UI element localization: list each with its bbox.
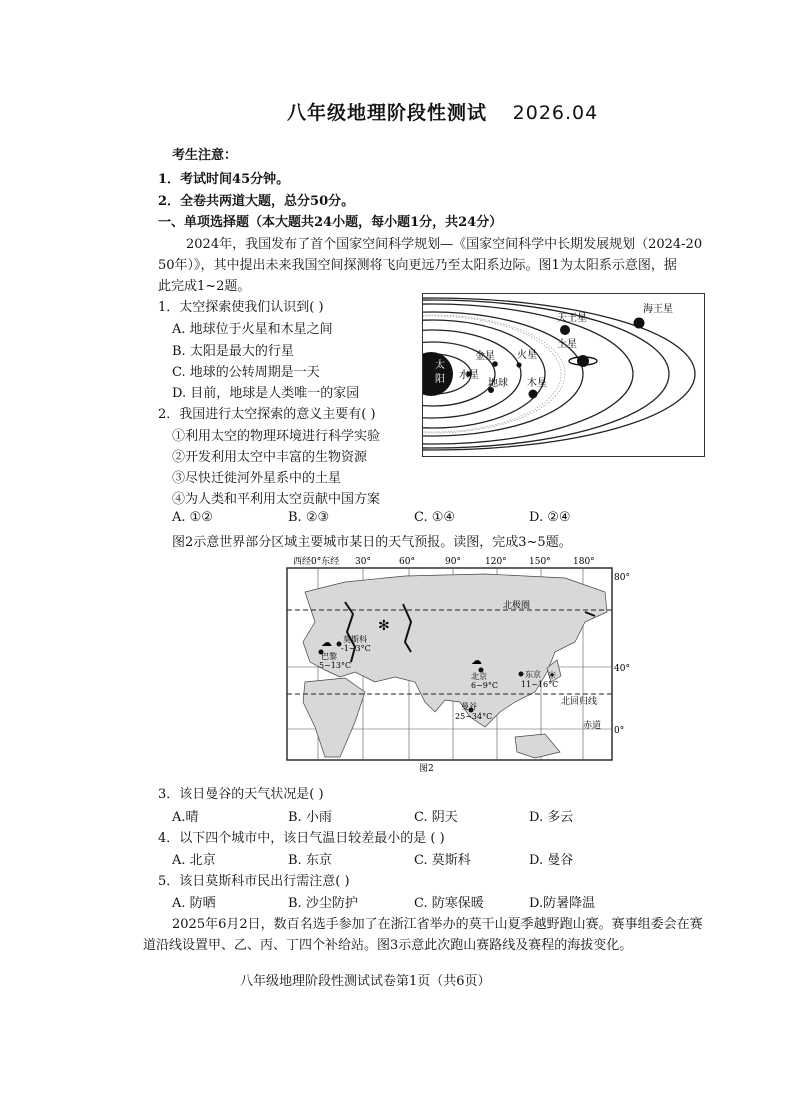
lon-label-120: 120° <box>485 557 507 567</box>
exam-title: 八年级地理阶段性测试 <box>287 102 488 124</box>
bangkok-temp: 25~34°C <box>455 712 493 721</box>
q4-stem: 4．以下四个城市中，该日气温日较差最小的是 ( ) <box>158 831 445 846</box>
uranus-dot <box>560 325 570 335</box>
q4-option-a: A. 北京 <box>172 853 216 868</box>
notice-heading: 考生注意： <box>172 148 238 163</box>
section1-heading: 一、单项选择题（本大题共24小题，每小题1分，共24分） <box>158 215 503 230</box>
q3-option-b: B. 小雨 <box>288 810 332 825</box>
saturn-label: 土星 <box>557 339 577 350</box>
notice-item-1: 1．考试时间45分钟。 <box>158 172 290 187</box>
lon-label-180: 180° <box>573 557 595 567</box>
q3-option-c: C. 阴天 <box>414 810 458 825</box>
equator-label: 赤道 <box>583 721 602 731</box>
q5-option-b: B. 沙尘防护 <box>288 896 358 911</box>
tokyo-temp: 11~16°C <box>521 680 559 689</box>
q5-option-a: A. 防晒 <box>172 896 216 911</box>
tokyo-name: 东京 <box>525 670 541 679</box>
q5-stem: 5．该日莫斯科市民出行需注意( ) <box>158 874 350 889</box>
passage2-line-1: 2025年6月2日，数百名选手参加了在浙江省举办的莫干山夏季越野跑山赛。赛事组委会在赛 <box>172 917 703 932</box>
paris-cloud-icon: ☁ <box>321 636 332 649</box>
notice-item-2: 2．全卷共两道大题，总分50分。 <box>158 194 355 209</box>
lat-label-40: 40° <box>614 664 630 674</box>
earth-label: 地球 <box>488 378 508 389</box>
fig2-intro: 图2示意世界部分区域主要城市某日的天气预报。读图，完成3~5题。 <box>172 535 572 550</box>
q3-option-d: D. 多云 <box>529 810 574 825</box>
lon-label-90: 90° <box>445 557 461 567</box>
q2-item-2: ②开发利用太空中丰富的生物资源 <box>172 450 368 465</box>
lon-label-0: 西经0°东经 <box>293 557 340 567</box>
q4-option-d: D. 曼谷 <box>529 853 574 868</box>
q1-stem: 1．太空探索使我们认识到( ) <box>158 300 324 315</box>
q2-stem: 2．我国进行太空探索的意义主要有( ) <box>158 407 376 422</box>
q5-option-c: C. 防寒保暖 <box>414 896 484 911</box>
q3-stem: 3．该日曼谷的天气状况是( ) <box>158 787 324 802</box>
jupiter-label: 木星 <box>527 378 547 389</box>
intro-line-2: 50年）》，其中提出未来我国空间探测将飞向更远乃至太阳系边际。图1为太阳系示意图，据 <box>158 258 677 273</box>
uranus-label: 天王星 <box>557 313 587 324</box>
figure-2-caption: 图2 <box>419 764 434 774</box>
beijing-name: 北京 <box>471 672 487 681</box>
sun-icon: ☀ <box>547 669 557 682</box>
venus-dot <box>492 361 498 367</box>
lat-label-0: 0° <box>614 726 625 736</box>
lat-label-80: 80° <box>614 573 630 583</box>
q2-item-4: ④为人类和平利用太空贡献中国方案 <box>172 492 381 507</box>
q2-item-3: ③尽快迁徙河外星系中的土星 <box>172 471 342 486</box>
figure-world-map <box>285 552 635 774</box>
q2-option-a: A. ①② <box>172 510 213 525</box>
arctic-circle-label: 北极圈 <box>503 601 531 611</box>
q2-option-d: D. ②④ <box>529 510 571 525</box>
exam-date: 2026.04 <box>512 102 599 124</box>
neptune-dot <box>634 318 645 329</box>
intro-line-1: 2024年，我国发布了首个国家空间科学规划—《国家空间科学中长期发展规划（2024-20 <box>186 237 703 252</box>
intro-line-3: 此完成1~2题。 <box>158 279 251 294</box>
tokyo-dot <box>519 672 524 677</box>
passage2-line-2: 道沿线设置甲、乙、丙、丁四个补给站。图3示意此次跑山赛路线及赛程的海拔变化。 <box>143 938 633 953</box>
jupiter-dot <box>529 390 538 399</box>
q1-option-a: A. 地球位于火星和木星之间 <box>172 322 333 337</box>
moscow-temp: -1~3°C <box>341 644 371 653</box>
bangkok-name: 曼谷 <box>461 702 477 711</box>
tropic-label: 北回归线 <box>561 697 598 707</box>
mars-dot <box>516 362 521 367</box>
solar-system-diagram <box>423 294 704 456</box>
beijing-temp: 6~9°C <box>471 681 499 690</box>
moscow-name: 莫斯科 <box>343 635 367 644</box>
lon-label-30: 30° <box>355 557 371 567</box>
q5-option-d: D.防暑降温 <box>529 896 596 911</box>
q4-option-c: C. 莫斯科 <box>414 853 471 868</box>
beijing-cloud-icon: ☁ <box>471 654 482 667</box>
q2-item-1: ①利用太空的物理环境进行科学实验 <box>172 429 381 444</box>
sun-label-bottom: 阳 <box>435 374 445 385</box>
mercury-label: 水星 <box>459 370 479 381</box>
lon-label-60: 60° <box>399 557 415 567</box>
venus-label: 金星 <box>475 351 495 362</box>
page-title <box>287 98 598 125</box>
paris-temp: 5~13°C <box>319 661 352 670</box>
mars-label: 火星 <box>517 350 537 361</box>
q2-option-c: C. ①④ <box>414 510 456 525</box>
q1-option-b: B. 太阳是最大的行星 <box>172 344 294 359</box>
q2-option-b: B. ②③ <box>288 510 330 525</box>
paris-name: 巴黎 <box>321 652 337 661</box>
page-footer: 八年级地理阶段性测试试卷第1页（共6页） <box>240 974 491 989</box>
q4-option-b: B. 东京 <box>288 853 332 868</box>
q1-option-c: C. 地球的公转周期是一天 <box>172 365 320 380</box>
sun-label-top: 太 <box>435 360 445 371</box>
lon-label-150: 150° <box>529 557 551 567</box>
figure-solar-system <box>422 293 705 457</box>
q3-option-a: A.晴 <box>172 810 199 825</box>
neptune-label: 海王星 <box>643 304 673 315</box>
q1-option-d: D. 目前，地球是人类唯一的家园 <box>172 386 360 401</box>
snow-icon: ✻ <box>378 618 390 634</box>
